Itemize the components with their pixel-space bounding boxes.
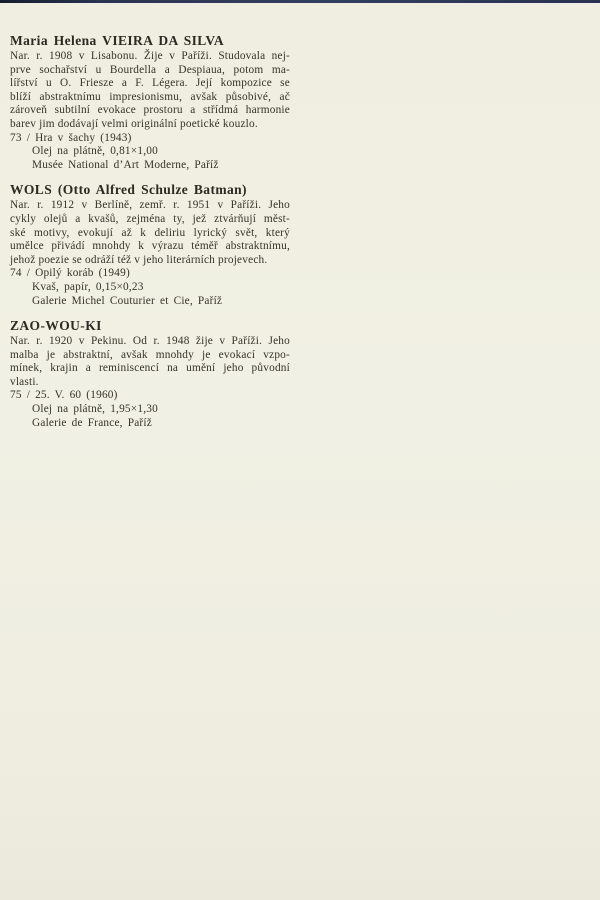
artist-name: WOLS (Otto Alfred Schulze Batman) bbox=[10, 182, 247, 198]
bio-line: malba je abstraktní, avšak mnohdy je evokací vzpo- bbox=[10, 348, 290, 361]
bio-line: vlasti. bbox=[10, 375, 39, 388]
work-medium-line: Kvaš, papír, 0,15×0,23 bbox=[32, 280, 144, 293]
bio-line: umělce přivádí mnohdy k výrazu téměř abstraktnímu, bbox=[10, 240, 290, 253]
bio-line: jehož poezie se odráží též v jeho literárních projevech. bbox=[10, 253, 268, 266]
bio-line: barev jim dodávají velmi originální poetické kouzlo. bbox=[10, 117, 258, 130]
work-collection-line: Galerie de France, Paříž bbox=[32, 416, 152, 429]
bio-line: cykly olejů a kvašů, zejména ty, jež ztvárňují měst- bbox=[10, 212, 290, 225]
bio-line: ské motivy, evokují až k deliriu lyrický svět, který bbox=[10, 226, 290, 239]
catalog-entry-vieira-da-silva bbox=[10, 33, 290, 172]
scan-top-edge bbox=[0, 0, 600, 3]
bio-line: Nar. r. 1912 v Berlíně, zemř. r. 1951 v Paříži. Jeho bbox=[10, 199, 290, 212]
bio-line: blíží abstraktnímu impresionismu, avšak působivé, ač bbox=[10, 90, 290, 103]
work-collection-line: Galerie Michel Couturier et Cie, Paříž bbox=[32, 294, 223, 307]
bio-line: Nar. r. 1908 v Lisabonu. Žije v Paříži. Studovala nej- bbox=[10, 50, 290, 62]
bio-line: prve sochařství u Bourdella a Despiaua, potom ma- bbox=[10, 63, 290, 76]
work-medium-line: Olej na plátně, 1,95×1,30 bbox=[32, 403, 158, 416]
work-title-line: 73 / Hra v šachy (1943) bbox=[10, 131, 132, 144]
bio-line: zároveň subtilní evokace prostoru a střídmá harmonie bbox=[10, 104, 290, 117]
artist-bio bbox=[10, 199, 290, 267]
bio-line: mínek, krajin a reminiscencí na umění jeho původní bbox=[10, 362, 290, 375]
artist-name: Maria Helena VIEIRA DA SILVA bbox=[10, 33, 224, 48]
work-collection-line: Musée National d’Art Moderne, Paříž bbox=[32, 158, 219, 171]
catalog-entry-zao-wou-ki bbox=[10, 318, 290, 430]
artist-bio bbox=[10, 50, 290, 132]
artist-bio bbox=[10, 335, 290, 389]
bio-line: Nar. r. 1920 v Pekinu. Od r. 1948 žije v Paříži. Jeho bbox=[10, 335, 290, 348]
work-title-line: 75 / 25. V. 60 (1960) bbox=[10, 389, 118, 402]
work-medium-line: Olej na plátně, 0,81×1,00 bbox=[32, 145, 158, 158]
artist-name: ZAO-WOU-KI bbox=[10, 318, 102, 334]
catalog-entry-wols bbox=[10, 182, 290, 308]
work-title-line: 74 / Opilý koráb (1949) bbox=[10, 267, 130, 280]
catalog-entries bbox=[10, 33, 290, 440]
bio-line: lířství u O. Friesze a F. Légera. Její kompozice se bbox=[10, 77, 290, 90]
